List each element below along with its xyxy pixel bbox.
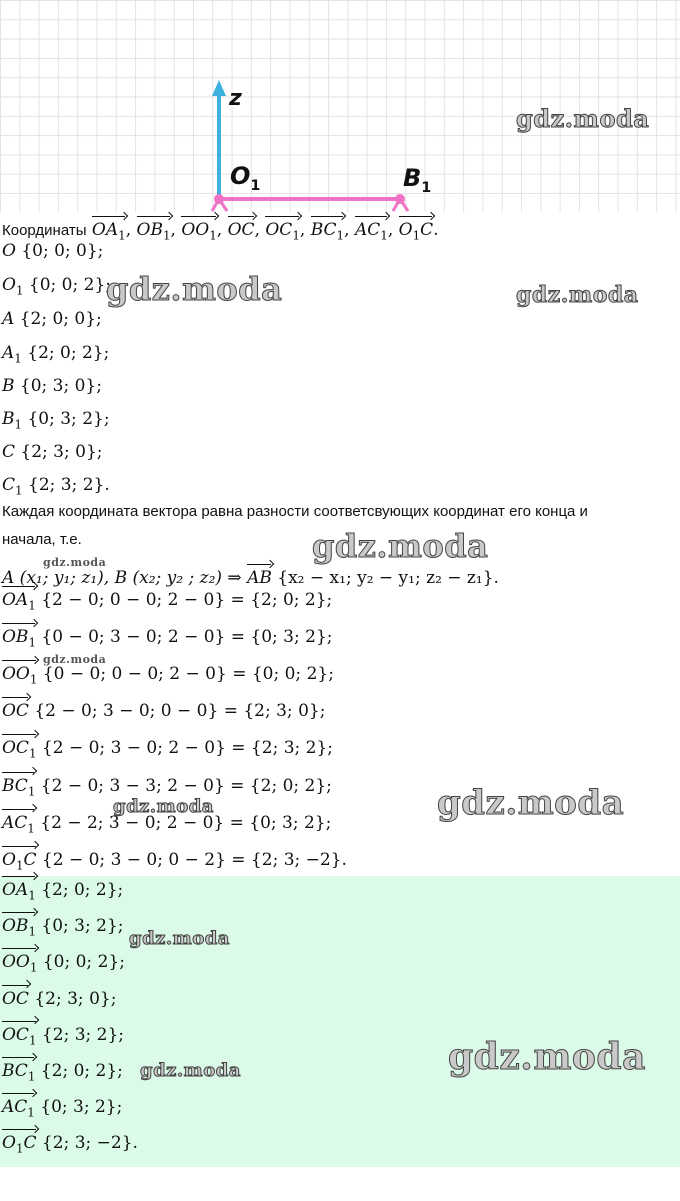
intro-vector: $AC_1$ [355, 213, 388, 242]
vector-subscript: 1 [27, 1069, 36, 1084]
point-coords: {0; 0; 2}; [23, 275, 111, 295]
intro-vector-list: $OA_1$, $OB_1$, $OO_1$, OC, $OC_1$, $BC_1$, $AC_1$, $O_1C$. [92, 220, 439, 240]
vector-subscript: 1 [28, 1033, 37, 1048]
vector-subscript: 1 [28, 635, 37, 650]
calculation-row [2, 620, 333, 649]
vector-name: $OC_1$ [2, 1018, 37, 1047]
point-row [2, 376, 102, 396]
vector-name: $OB_1$ [2, 909, 36, 938]
watermark: gdz.moda [437, 783, 625, 823]
point-coords: {2; 3; 2}. [22, 475, 110, 495]
rule-formula-vector: AB [247, 561, 272, 588]
point-coords: {2; 0; 0}; [14, 309, 102, 329]
vector-subscript: 1 [380, 228, 388, 243]
rule-text-line-2: начала, т.е. [2, 531, 82, 548]
vector-expression: {0; 0; 2}; [37, 952, 125, 973]
point-b1-label: $B_1$ [403, 164, 432, 196]
vector-expression: {0 − 0; 3 − 0; 2 − 0} = {0; 3; 2}; [36, 627, 333, 648]
watermark: gdz.moda [106, 270, 283, 308]
vector-subscript: 1 [28, 924, 37, 939]
vector-name: $OB_1$ [2, 620, 36, 649]
point-coords: {0; 3; 0}; [14, 376, 102, 396]
vector-name: OC [2, 982, 29, 1009]
point-row [2, 241, 103, 261]
vector-name: $OA_1$ [2, 583, 36, 612]
rule-text-line-1: Каждая координата вектора равна разности соответсвующих координат его конца и [2, 503, 588, 520]
point-coords: {0; 3; 2}; [22, 409, 110, 429]
intro-vector: $OA_1$ [92, 213, 126, 242]
vector-subscript: 1 [27, 1105, 35, 1120]
vector-expression: {2; 3; −2}. [36, 1133, 138, 1154]
intro-vector: $O_1C$ [399, 213, 434, 242]
point-name: $C_1$ [2, 475, 23, 498]
calculation-row [2, 843, 347, 872]
point-name: A [2, 309, 15, 329]
vector-subscript: 1 [15, 1141, 24, 1156]
point-row [2, 309, 102, 329]
vector-expression: {2; 0; 2}; [35, 880, 124, 900]
point-row [2, 275, 111, 297]
watermark: gdz.moda [140, 1060, 241, 1081]
watermark: gdz.moda [516, 282, 639, 308]
intro-vector: OC [228, 213, 255, 240]
intro-line [2, 213, 439, 242]
answer-row [2, 1090, 122, 1119]
point-subscript: 1 [14, 351, 22, 366]
intro-vector: $BC_1$ [311, 213, 344, 242]
vector-name: $OO_1$ [2, 945, 37, 974]
intro-prefix: Координаты [2, 222, 87, 239]
vector-name: $BC_1$ [2, 769, 35, 798]
z-axis-label: z [229, 86, 242, 111]
vector-expression: {2 − 0; 3 − 0; 0 − 2} = {2; 3; −2}. [36, 849, 347, 870]
calculation-row [2, 769, 332, 798]
vector-expression: {2; 0; 2}; [35, 1061, 123, 1081]
intro-vector: $OC_1$ [265, 213, 300, 242]
vector-subscript: 1 [29, 960, 38, 975]
answer-row [2, 982, 116, 1009]
intro-vector: $OO_1$ [181, 213, 216, 242]
rule-formula-difference: {x₂ − x₁; y₂ − y₁; z₂ − z₁}. [277, 568, 499, 588]
z-axis-arrowhead [212, 80, 226, 96]
point-o1-label: $O_1$ [230, 162, 261, 194]
vector-name: $OC_1$ [2, 731, 37, 760]
vector-expression: {2 − 0; 3 − 3; 2 − 0} = {2; 0; 2}; [35, 775, 332, 796]
intro-vector: $OB_1$ [137, 213, 171, 242]
point-coords: {2; 3; 0}; [15, 442, 103, 462]
vector-expression: {2 − 2; 3 − 0; 2 − 0} = {0; 3; 2}; [34, 812, 332, 833]
vector-expression: {2 − 0; 0 − 0; 2 − 0} = {2; 0; 2}; [35, 590, 333, 610]
point-name: O [2, 241, 16, 261]
point-row [2, 343, 109, 365]
vector-subscript: 1 [29, 672, 38, 687]
answer-row [2, 1018, 124, 1047]
point-subscript: 1 [14, 417, 23, 432]
point-name: B [2, 376, 15, 396]
answer-row [2, 1054, 123, 1083]
point-coords: {0; 0; 0}; [15, 241, 104, 261]
vector-subscript: 1 [28, 888, 36, 903]
point-name: $B_1$ [2, 409, 23, 432]
vector-subscript: 1 [292, 228, 300, 243]
vector-subscript: 1 [209, 228, 217, 243]
vector-subscript: 1 [336, 228, 345, 243]
watermark: gdz.moda [129, 928, 230, 949]
point-name: $O_1$ [2, 275, 24, 298]
watermark: gdz.moda [516, 104, 650, 133]
vector-expression: {0; 3; 2}; [34, 1097, 123, 1118]
point-row [2, 475, 110, 497]
vector-name: $OO_1$ [2, 657, 37, 686]
vector-subscript: 1 [15, 858, 24, 873]
answer-row [2, 945, 125, 974]
vector-expression: {0 − 0; 0 − 0; 2 − 0} = {0; 0; 2}; [37, 664, 334, 685]
vector-subscript: 1 [27, 820, 35, 835]
watermark: gdz.moda [43, 653, 107, 666]
calculation-row [2, 583, 332, 612]
vector-name: $O_1C$ [2, 1126, 37, 1155]
point-subscript: 1 [15, 483, 23, 498]
answer-row [2, 909, 124, 938]
point-subscript: 1 [15, 283, 24, 298]
vector-subscript: 1 [162, 228, 171, 243]
vector-name: $AC_1$ [2, 806, 35, 835]
vector-expression: {2; 3; 0}; [28, 988, 117, 1009]
calculation-row [2, 731, 333, 760]
vector-expression: {2; 3; 2}; [36, 1024, 125, 1045]
point-row [2, 409, 110, 431]
point-row [2, 442, 103, 462]
answer-row [2, 873, 123, 902]
watermark: gdz.moda [448, 1036, 646, 1078]
vector-subscript: 1 [412, 228, 421, 243]
vector-subscript: 1 [28, 746, 37, 761]
vector-name: $OA_1$ [2, 873, 36, 902]
vector-expression: {2 − 0; 3 − 0; 0 − 0} = {2; 3; 0}; [28, 701, 326, 722]
rule-formula-points: A (x₁; y₁; z₁), B (x₂; y₂ ; z₂) ⇒ [2, 568, 242, 588]
vector-name: $AC_1$ [2, 1090, 35, 1119]
watermark: gdz.moda [312, 527, 489, 565]
answer-row [2, 1126, 138, 1155]
point-name: $A_1$ [2, 343, 22, 366]
vector-expression: {2 − 0; 3 − 0; 2 − 0} = {2; 3; 2}; [36, 738, 334, 759]
vector-name: $BC_1$ [2, 1054, 35, 1083]
point-coords: {2; 0; 2}; [21, 343, 110, 363]
watermark: gdz.moda [43, 556, 107, 569]
calculation-row [2, 694, 325, 721]
vector-subscript: 1 [27, 783, 36, 798]
vector-subscript: 1 [28, 598, 36, 613]
vector-subscript: 1 [118, 228, 126, 243]
vector-name: $O_1C$ [2, 843, 37, 872]
vector-name: OC [2, 694, 29, 721]
vector-expression: {0; 3; 2}; [36, 916, 124, 937]
point-name: C [2, 442, 16, 462]
watermark: gdz.moda [113, 796, 214, 817]
